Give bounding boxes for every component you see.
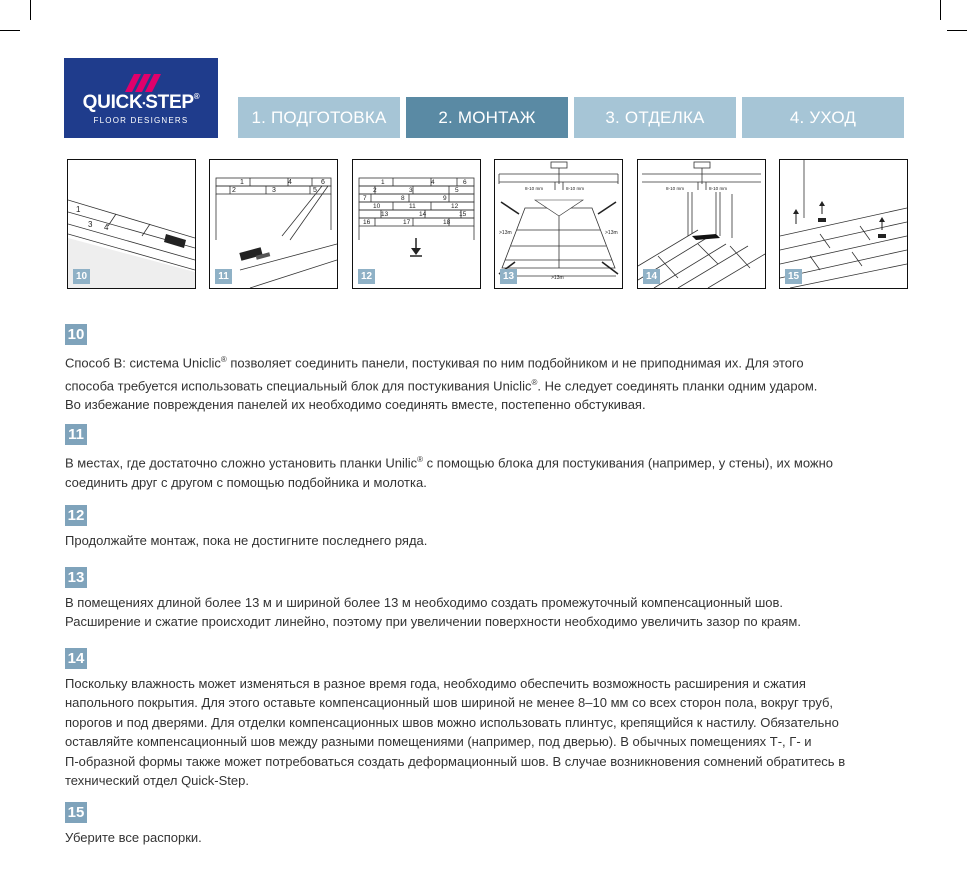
gap-label: 8-10 mm [525,186,544,191]
panel-number: 14 [643,269,660,284]
plank-label: 12 [451,203,459,210]
plank-label: 4 [288,179,292,186]
step-number: 10 [65,324,87,345]
text-line: технический отдел Quick-Step. [65,773,249,789]
text-line: П-образной формы также может потребоваться создать деформационный шов. В случае возникновения сомнений обратитесь в [65,753,846,769]
logo-marks-icon [123,74,163,92]
plank-label: 7 [363,195,367,202]
step-text [65,450,905,492]
step-15 [65,802,905,847]
tab-finishing[interactable]: 3. ОТДЕЛКА [574,97,736,138]
tab-care[interactable]: 4. УХОД [742,97,904,138]
gap-label: 8-10 mm [709,186,728,191]
panel-number: 13 [500,269,517,284]
gap-label: 8-10 mm [666,186,685,191]
dimension-label: >13m [551,275,564,281]
text-line: В помещениях длиной более 13 м и шириной более 13 м необходимо создать промежуточный компенсационный шов. [65,595,783,610]
plank-label: 3 [88,220,93,229]
step-text [65,531,905,550]
text-line: способа требуется использовать специальный блок для постукивания Uniclic®. Не следует соединять планки одним ударом. [65,377,818,394]
plank-label: 5 [313,187,317,194]
plank-label: 4 [104,223,109,232]
crop-mark [30,0,31,20]
crop-mark [0,30,20,31]
step-10 [65,324,905,415]
text-line: Расширение и сжатие происходит линейно, поэтому при увеличении поверхности необходимо увеличить зазор по краям. [65,614,801,630]
plank-label: 17 [403,219,411,226]
step-text [65,350,905,415]
step-13 [65,567,905,632]
step-text [65,593,905,632]
step-text [65,828,905,847]
panel-number: 12 [358,269,375,284]
illustration-15 [779,159,908,289]
step-text [65,674,905,790]
text-line: Способ B: система Uniclic® позволяет соединить панели, постукивая по ним подбойником и не приподнимая их. Для этого [65,355,804,371]
step-number: 15 [65,802,87,823]
text-line: Поскольку влажность может изменяться в разное время года, необходимо обеспечить возможность расширения и сжатия [65,676,806,691]
section-tabs [238,97,904,138]
plank-label: 9 [443,195,447,202]
text-line: В местах, где достаточно сложно установить планки Unilic® с помощью блока для постукивания (например, у стены), их можно [65,455,834,471]
step-number: 13 [65,567,87,588]
text-line: соединить друг с другом с помощью подбойника и молотка. [65,474,427,490]
plank-label: 1 [240,179,244,186]
plank-label: 4 [431,179,435,186]
plank-label: 2 [373,187,377,194]
plank-label: 2 [232,187,236,194]
step-number: 12 [65,505,87,526]
step-number: 14 [65,648,87,669]
text-line: Уберите все распорки. [65,830,202,845]
plank-label: 13 [381,211,389,218]
panel-number: 10 [73,269,90,284]
plank-label: 3 [272,187,276,194]
illustration-13 [494,159,623,289]
plank-label: 3 [409,187,413,194]
plank-label: 1 [76,205,81,214]
logo-wordmark: QUICK•STEP® [82,92,200,113]
logo-dot-icon: • [142,97,146,108]
dimension-label: >13m [605,230,618,236]
illustration-14 [637,159,766,289]
illustration-12 [352,159,481,289]
plank-label: 6 [321,179,325,186]
illustration-11 [209,159,338,289]
tab-installation[interactable]: 2. МОНТАЖ [406,97,568,138]
step-11 [65,424,905,492]
gap-label: 8-10 mm [566,186,585,191]
step-14 [65,648,905,790]
plank-label: 11 [409,203,416,210]
plank-label: 18 [443,219,451,226]
plank-label: 16 [363,219,371,226]
panel-number: 11 [215,269,232,284]
step-12 [65,505,905,550]
plank-label: 10 [373,203,381,210]
illustration-strip [67,159,909,289]
plank-label: 8 [401,195,405,202]
logo-tagline: FLOOR DESIGNERS [93,116,189,125]
crop-mark [947,30,967,31]
text-line: напольного покрытия. Для этого оставьте компенсационный шов шириной не менее 8–10 мм со всех сторон пола, вокруг труб, [65,695,834,711]
illustration-10 [67,159,196,289]
dimension-label: >13m [499,230,512,236]
text-line: Продолжайте монтаж, пока не достигните последнего ряда. [65,533,428,548]
step-number: 11 [65,424,87,445]
text-line: порогов и под дверями. Для отделки компенсационных швов можно использовать плинтус, крепящийся к настилу. Обязательно [65,714,839,730]
panel-number: 15 [785,269,802,284]
text-line: оставляйте компенсационный шов между разными помещениями (например, под дверью). В обычных помещениях Т-, Г- и [65,734,812,750]
plank-label: 15 [459,211,467,218]
crop-mark [940,0,941,20]
plank-label: 14 [419,211,427,218]
plank-label: 5 [455,187,459,194]
quick-step-logo [64,58,218,138]
plank-label: 1 [381,179,385,186]
text-line: Во избежание повреждения панелей их необходимо соединять вместе, постепенно обстукивая. [65,397,646,413]
plank-label: 6 [463,179,467,186]
tab-preparation[interactable]: 1. ПОДГОТОВКА [238,97,400,138]
